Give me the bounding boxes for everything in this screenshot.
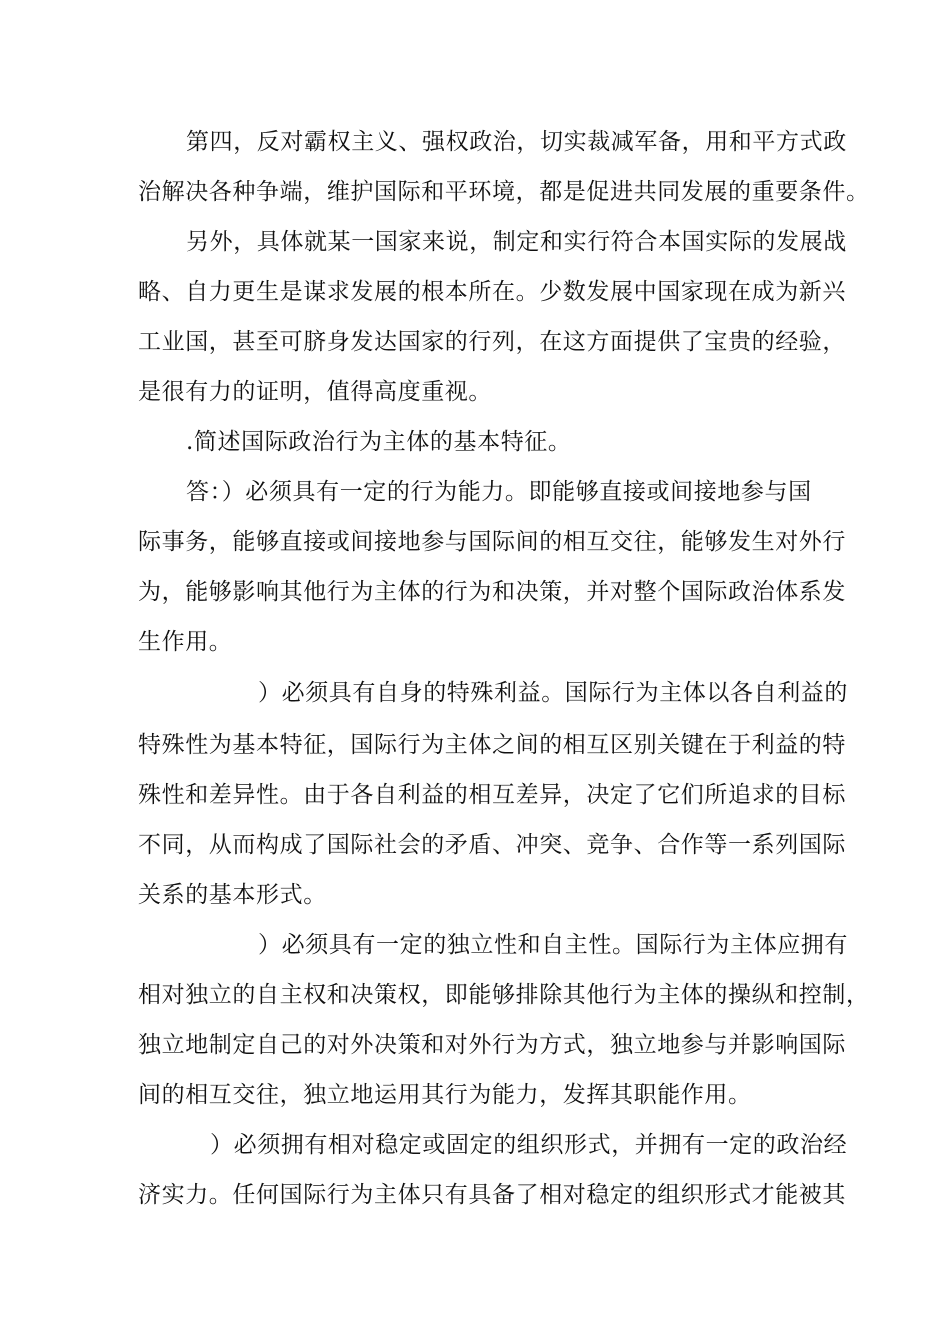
text-line: ）必须具有自身的特殊利益。国际行为主体以各自利益的 (258, 680, 848, 706)
text-line: 另外，具体就某一国家来说，制定和实行符合本国实际的发展战 (186, 229, 847, 255)
text-line: 间的相互交往，独立地运用其行为能力，发挥其职能作用。 (138, 1082, 752, 1108)
text-line: 独立地制定自己的对外决策和对外行为方式，独立地参与并影响国际 (138, 1032, 846, 1058)
text-line: 生作用。 (138, 629, 233, 655)
text-line: 关系的基本形式。 (138, 882, 327, 908)
text-line: 不同，从而构成了国际社会的矛盾、冲突、竞争、合作等一系列国际 (138, 832, 846, 858)
text-line: 答：）必须具有一定的行为能力。即能够直接或间接地参与国 (186, 479, 812, 505)
text-line: 相对独立的自主权和决策权，即能够排除其他行为主体的操纵和控制， (138, 982, 870, 1008)
text-line: ）必须拥有相对稳定或固定的组织形式，并拥有一定的政治经 (210, 1132, 848, 1158)
text-line: ）必须具有一定的独立性和自主性。国际行为主体应拥有 (258, 932, 848, 958)
text-line: 特殊性为基本特征，国际行为主体之间的相互区别关键在于利益的特 (138, 732, 846, 758)
question-heading: .简述国际政治行为主体的基本特征。 (186, 429, 572, 455)
text-line: 殊性和差异性。由于各自利益的相互差异，决定了它们所追求的目标 (138, 782, 846, 808)
text-line: 治解决各种争端，维护国际和平环境，都是促进共同发展的重要条件。 (138, 179, 870, 205)
text-line: 济实力。任何国际行为主体只有具备了相对稳定的组织形式才能被其 (138, 1182, 846, 1208)
text-line: 工业国，甚至可脐身发达国家的行列，在这方面提供了宝贵的经验， (138, 329, 846, 355)
text-line: 是很有力的证明，值得高度重视。 (138, 379, 492, 405)
text-line: 第四，反对霸权主义、强权政治，切实裁减军备，用和平方式政 (186, 129, 847, 155)
text-line: 际事务，能够直接或间接地参与国际间的相互交往，能够发生对外行 (138, 529, 846, 555)
text-line: 为，能够影响其他行为主体的行为和决策，并对整个国际政治体系发 (138, 579, 846, 605)
text-line: 略、自力更生是谋求发展的根本所在。少数发展中国家现在成为新兴 (138, 279, 846, 305)
